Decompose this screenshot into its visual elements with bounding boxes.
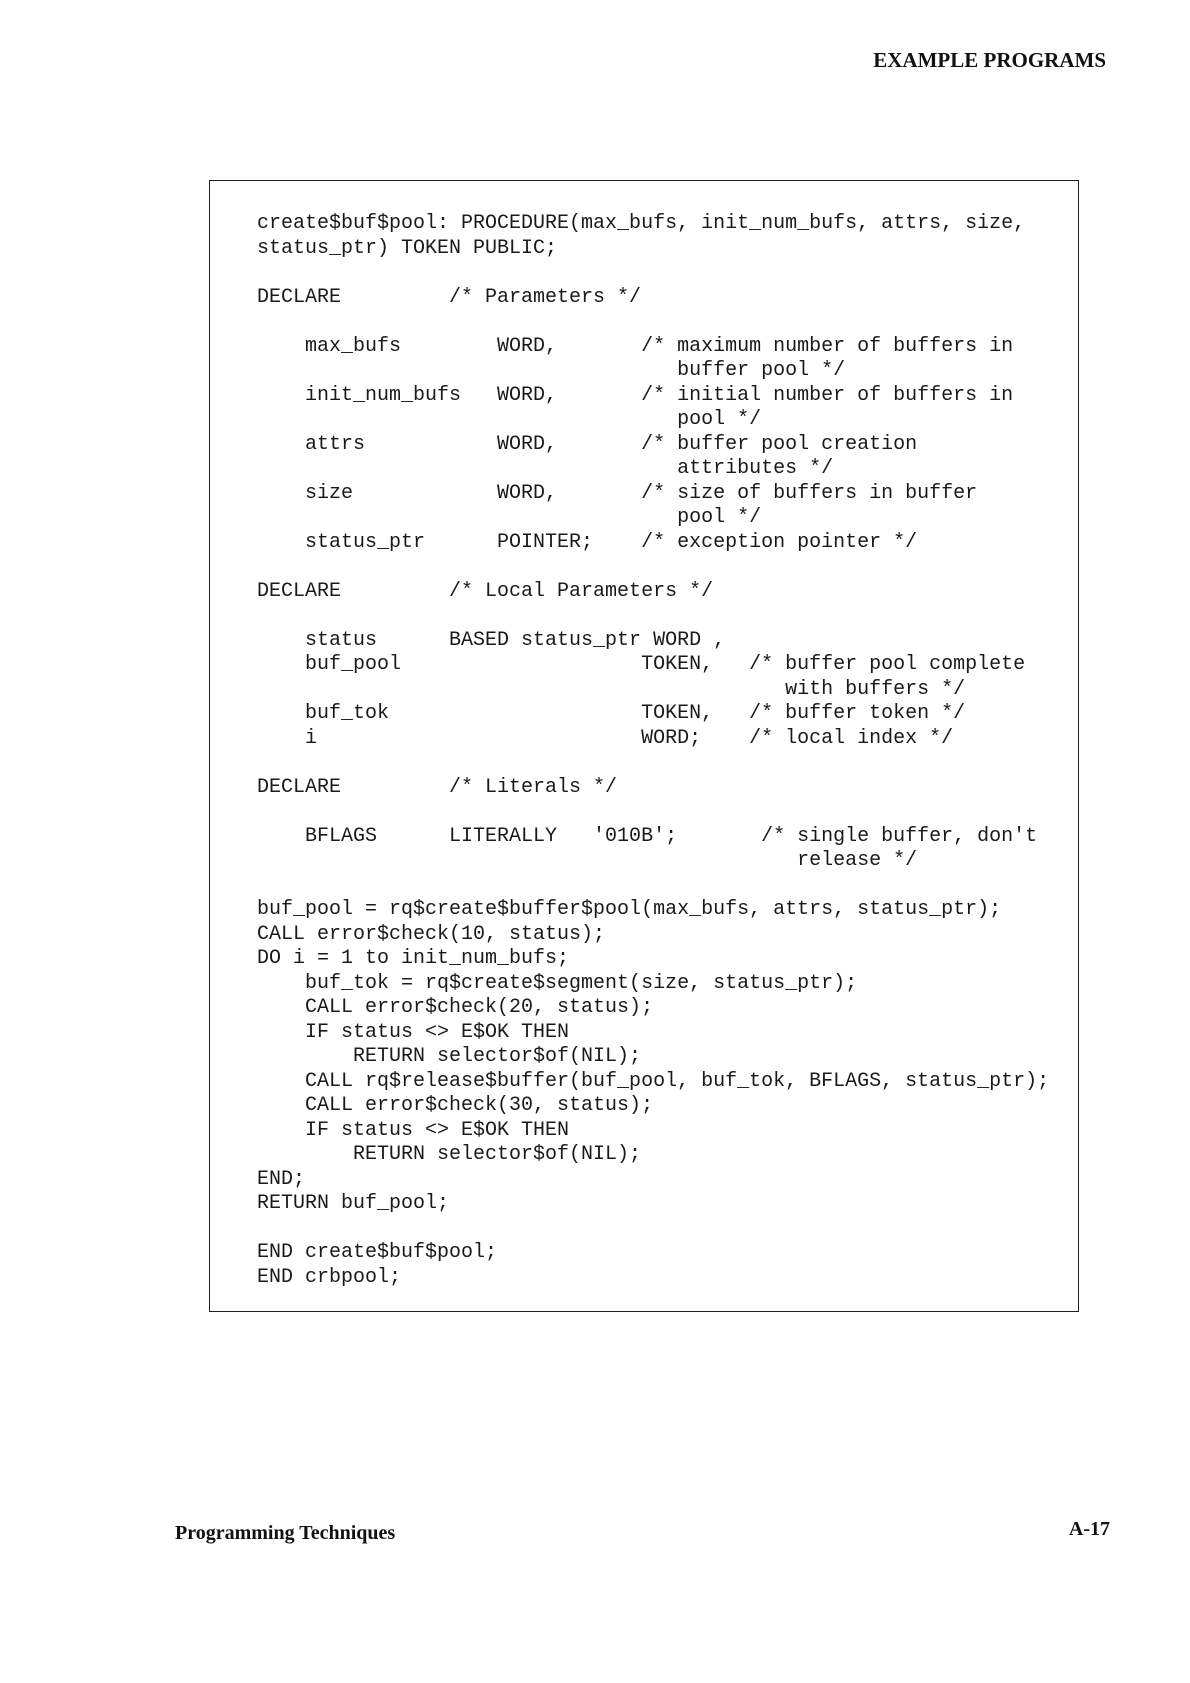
page-number: A-17: [1068, 1518, 1110, 1540]
code-line: max_bufs WORD, /* maximum number of buffers in: [257, 334, 1014, 358]
code-line: [257, 310, 1049, 335]
code-line: CALL rq$release$buffer(buf_pool, buf_tok, BFLAGS, status_ptr);: [257, 1069, 1050, 1093]
code-line: RETURN selector$of(NIL);: [257, 1045, 642, 1068]
code-line: CALL error$check(20, status);: [257, 996, 654, 1019]
code-line: pool */: [257, 506, 762, 529]
code-line: create$buf$pool: PROCEDURE(max_bufs, init_num_bufs, attrs, size,: [257, 212, 1026, 235]
code-line: [257, 1217, 1049, 1242]
code-line: size WORD, /* size of buffers in buffer: [257, 481, 978, 505]
code-line: pool */: [257, 408, 762, 431]
code-line: DECLARE /* Local Parameters */: [257, 579, 714, 603]
code-line: [257, 261, 1049, 286]
code-line: END crbpool;: [257, 1265, 402, 1289]
code-line: with buffers */: [257, 677, 966, 701]
code-line: buf_tok = rq$create$segment(size, status_ptr);: [257, 971, 858, 995]
code-line: CALL error$check(30, status);: [257, 1094, 654, 1117]
code-line: [257, 874, 1049, 899]
code-line: status_ptr POINTER; /* exception pointer */: [257, 530, 918, 554]
code-line: buffer pool */: [257, 359, 846, 382]
code-line: RETURN selector$of(NIL);: [257, 1143, 642, 1166]
code-line: attrs WORD, /* buffer pool creation: [257, 432, 918, 456]
code-line: [257, 751, 1049, 776]
code-line: IF status <> E$OK THEN: [257, 1118, 570, 1142]
code-line: status_ptr) TOKEN PUBLIC;: [257, 236, 558, 260]
code-line: status BASED status_ptr WORD ,: [257, 628, 726, 652]
code-line: DECLARE /* Literals */: [257, 775, 618, 799]
code-line: init_num_bufs WORD, /* initial number of buffers in: [257, 383, 1014, 407]
code-line: RETURN buf_pool;: [257, 1192, 450, 1215]
code-line: END;: [257, 1167, 306, 1191]
code-line: buf_pool = rq$create$buffer$pool(max_bufs, attrs, status_ptr);: [257, 898, 1002, 921]
code-line: [257, 800, 1049, 825]
code-line: BFLAGS LITERALLY '010B'; /* single buffer, don't: [257, 824, 1038, 848]
code-line: END create$buf$pool;: [257, 1241, 498, 1264]
code-line: DECLARE /* Parameters */: [257, 285, 642, 309]
book-title: Programming Techniques: [175, 1522, 396, 1544]
code-line: [257, 604, 1049, 629]
code-line: [257, 555, 1049, 580]
code-line: release */: [257, 849, 918, 872]
section-title: EXAMPLE PROGRAMS: [873, 48, 1106, 72]
code-line: buf_tok TOKEN, /* buffer token */: [257, 702, 966, 725]
code-listing: [257, 212, 1049, 1290]
code-line: DO i = 1 to init_num_bufs;: [257, 947, 570, 970]
code-line: IF status <> E$OK THEN: [257, 1020, 570, 1044]
code-line: buf_pool TOKEN, /* buffer pool complete: [257, 653, 1026, 676]
code-line: i WORD; /* local index */: [257, 726, 954, 750]
code-line: attributes */: [257, 457, 834, 480]
code-line: CALL error$check(10, status);: [257, 922, 606, 946]
